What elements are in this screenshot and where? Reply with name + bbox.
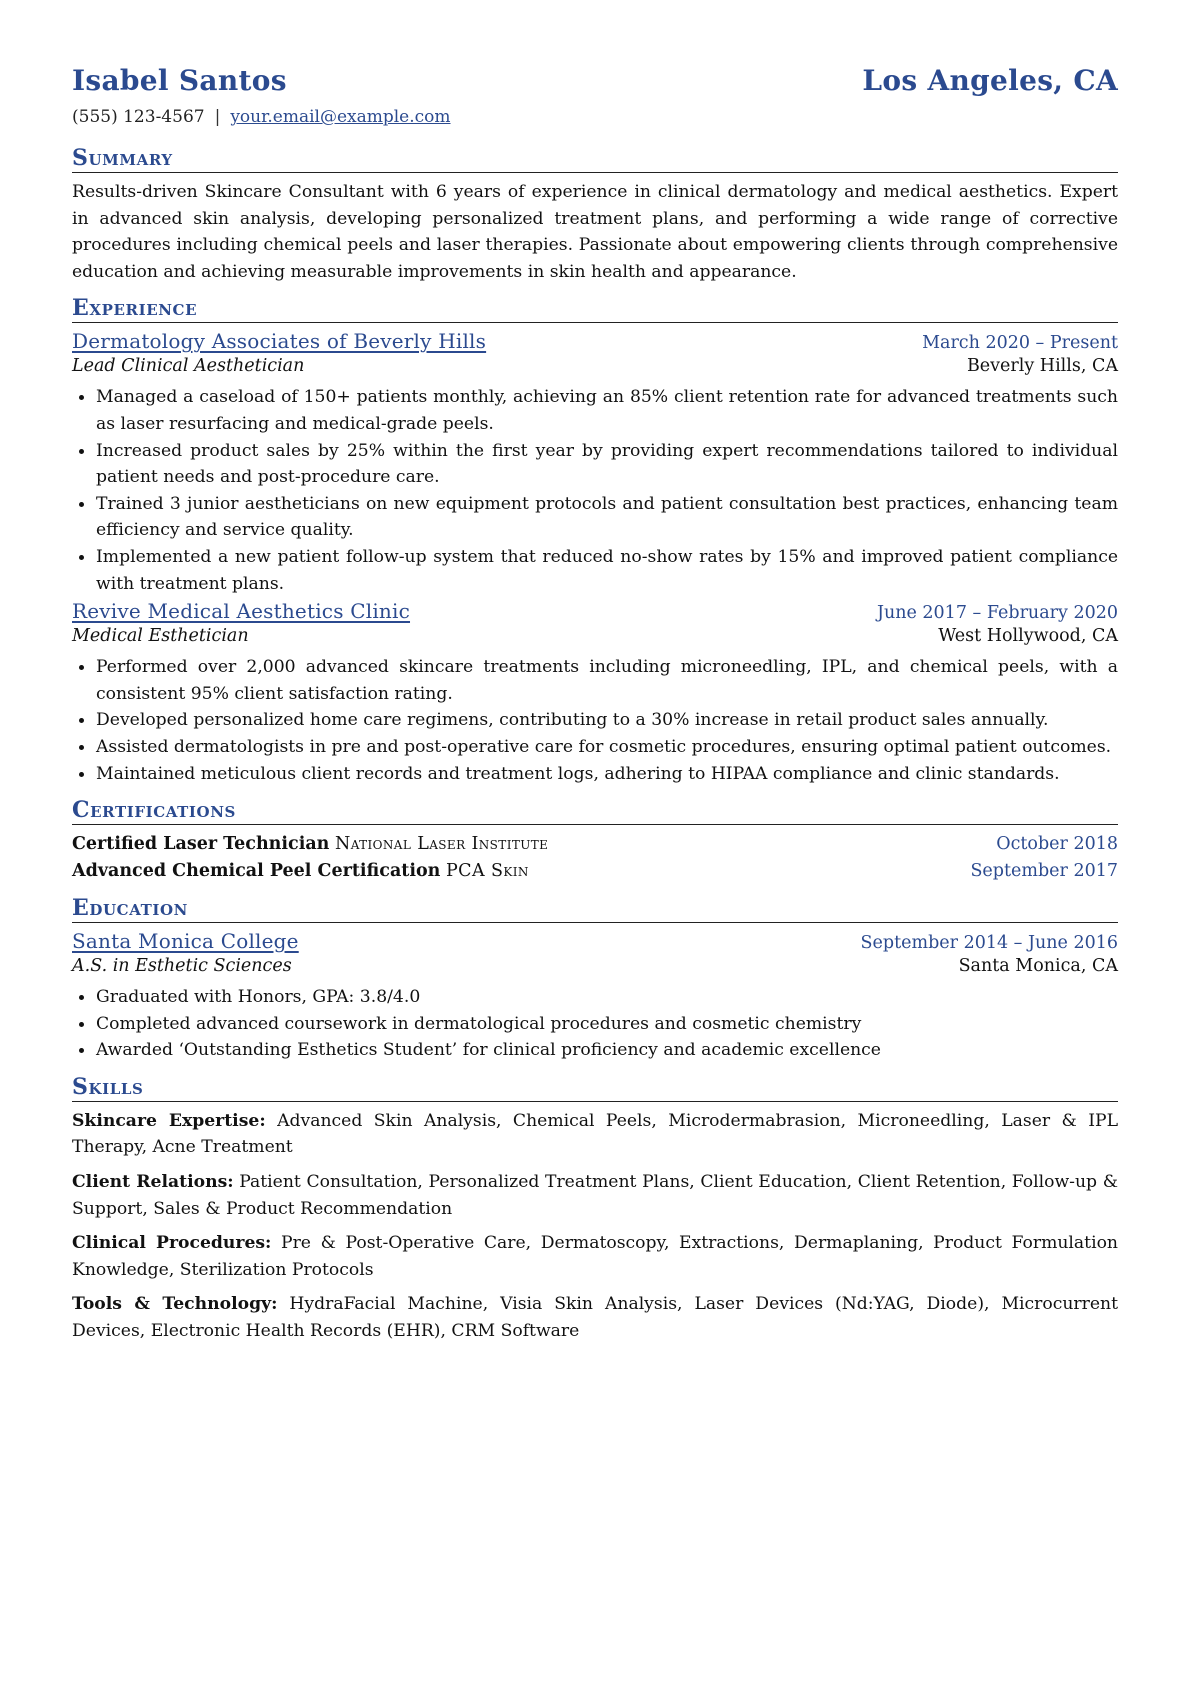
certifications-section [72,797,1118,885]
contact-separator: | [214,107,221,127]
organization-link[interactable]: Santa Monica College [72,929,299,954]
certification-row [72,831,1118,858]
certification-name: Advanced Chemical Peel Certification [72,861,441,882]
certification-list [72,831,1118,885]
skills-section [72,1074,1118,1345]
entry-subheader [72,626,1118,646]
entry-location: West Hollywood, CA [938,626,1118,647]
bullet-item: Awarded ‘Outstanding Esthetics Student’ for clinical proficiency and academic excellence [96,1037,1118,1064]
entry-header [72,329,1118,353]
skill-category: Skincare Expertise: [72,1110,266,1131]
entry-role: Lead Clinical Aesthetician [72,356,305,377]
certification-info [72,858,529,885]
entry [72,599,1118,787]
entry-date: June 2017 – February 2020 [876,603,1118,624]
resume-header [72,64,1118,97]
skill-category: Tools & Technology: [72,1294,278,1315]
bullet-item: Increased product sales by 25% within the first year by providing expert recommendations tailored to individual patient needs and post-procedure care. [96,438,1118,491]
skill-values: HydraFacial Machine, Visia Skin Analysis, Laser Devices (Nd:YAG, Diode), Microcurrent Devices, Electronic Health Records (EHR), CRM Software [72,1294,1119,1342]
bullet-item: Maintained meticulous client records and treatment logs, adhering to HIPAA compliance and clinic standards. [96,761,1118,788]
section-title-experience: Experience [72,295,1118,323]
certification-date: October 2018 [996,834,1118,855]
bullet-item: Trained 3 junior aestheticians on new equipment protocols and patient consultation best practices, enhancing team efficiency and service quality. [96,491,1118,544]
bullet-item: Implemented a new patient follow-up system that reduced no-show rates by 15% and improved patient compliance with treatment plans. [96,544,1118,597]
certification-row [72,858,1118,885]
candidate-name: Isabel Santos [72,64,287,97]
certification-issuer: PCA Skin [445,861,529,882]
phone-number: (555) 123-4567 [72,107,205,127]
skill-row [72,1230,1118,1283]
section-title-summary: Summary [72,145,1118,173]
email-link[interactable]: your.email@example.com [230,107,451,127]
bullet-list [72,654,1118,787]
bullet-list [72,984,1118,1064]
summary-section [72,145,1118,285]
entry-date: March 2020 – Present [922,333,1118,354]
section-title-skills: Skills [72,1074,1118,1102]
entry-subheader [72,956,1118,976]
entry-header [72,929,1118,953]
section-title-certifications: Certifications [72,797,1118,825]
bullet-item: Assisted dermatologists in pre and post-operative care for cosmetic procedures, ensuring optimal patient outcomes. [96,734,1118,761]
certification-issuer: National Laser Institute [335,834,549,855]
bullet-item: Graduated with Honors, GPA: 3.8/4.0 [96,984,1118,1011]
bullet-item: Completed advanced coursework in dermatological procedures and cosmetic chemistry [96,1011,1118,1038]
entry-role: A.S. in Esthetic Sciences [72,956,292,977]
experience-entries [72,329,1118,787]
skill-list [72,1108,1118,1345]
entry [72,329,1118,597]
entry-date: September 2014 – June 2016 [860,933,1118,954]
certification-name: Certified Laser Technician [72,834,330,855]
summary-text: Results-driven Skincare Consultant with 6 years of experience in clinical dermatology and medical aesthetics. Expert in advanced skin analysis, developing personalized treatment plans, and performing a wide range of corrective procedures including chemical peels and laser therapies. Passionate about empowering clients through comprehensive education and achieving measurable improvements in skin health and appearance. [72,182,1118,282]
certification-date: September 2017 [970,861,1118,882]
entry [72,929,1118,1064]
skill-row [72,1169,1118,1222]
organization-link[interactable]: Dermatology Associates of Beverly Hills [72,329,487,354]
skill-values: Advanced Skin Analysis, Chemical Peels, Microdermabrasion, Microneedling, Laser & IPL Therapy, Acne Treatment [72,1110,1119,1158]
organization-link[interactable]: Revive Medical Aesthetics Clinic [72,599,411,624]
certification-info [72,831,548,858]
skill-values: Pre & Post-Operative Care, Dermatoscopy, Extractions, Dermaplaning, Product Formulation Knowledge, Sterilization Protocols [72,1233,1118,1280]
entry-header [72,599,1118,623]
bullet-item: Developed personalized home care regimens, contributing to a 30% increase in retail product sales annually. [96,707,1118,734]
bullet-item: Performed over 2,000 advanced skincare treatments including microneedling, IPL, and chemical peels, with a consistent 95% client satisfaction rating. [96,654,1118,707]
education-section [72,895,1118,1064]
education-entries [72,929,1118,1064]
entry-location: Santa Monica, CA [958,956,1118,977]
skill-row [72,1108,1118,1161]
bullet-item: Managed a caseload of 150+ patients monthly, achieving an 85% client retention rate for advanced treatments such as laser resurfacing and medical-grade peels. [96,384,1118,437]
candidate-location: Los Angeles, CA [862,64,1118,97]
skill-category: Clinical Procedures: [72,1233,272,1254]
bullet-list [72,384,1118,597]
entry-location: Beverly Hills, CA [966,356,1118,377]
section-title-education: Education [72,895,1118,923]
contact-line [72,107,1118,127]
entry-subheader [72,356,1118,376]
skill-row [72,1291,1118,1344]
skill-category: Client Relations: [72,1172,234,1193]
entry-role: Medical Esthetician [72,626,249,647]
skill-values: Patient Consultation, Personalized Treatment Plans, Client Education, Client Retention, Follow-up & Support, Sales & Product Recommendation [72,1172,1118,1219]
experience-section [72,295,1118,787]
